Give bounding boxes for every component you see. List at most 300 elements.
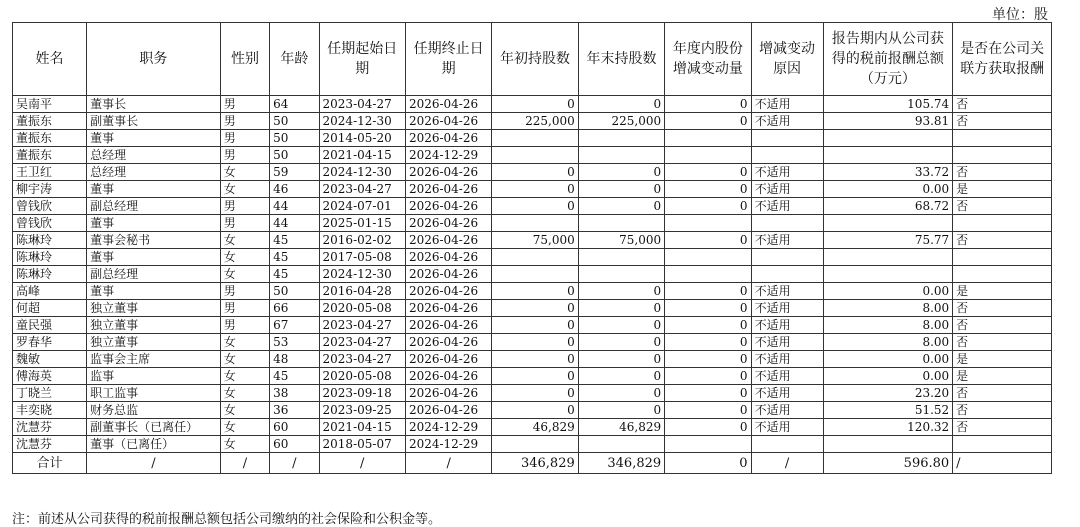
total-begin-shares: 346,829 — [492, 453, 578, 474]
cell-end-shares: 0 — [578, 402, 664, 419]
cell-start-date: 2023-04-27 — [319, 351, 405, 368]
cell-pretax-pay — [823, 147, 953, 164]
cell-start-date: 2023-09-18 — [319, 385, 405, 402]
total-gender: / — [220, 453, 269, 474]
cell-begin-shares: 0 — [492, 198, 578, 215]
cell-gender: 女 — [220, 436, 269, 453]
cell-begin-shares — [492, 147, 578, 164]
cell-gender: 男 — [220, 147, 269, 164]
cell-gender: 男 — [220, 198, 269, 215]
cell-change-reason: 不适用 — [751, 368, 823, 385]
cell-change-reason: 不适用 — [751, 317, 823, 334]
cell-related-pay: 否 — [953, 232, 1052, 249]
cell-start-date: 2018-05-07 — [319, 436, 405, 453]
cell-name: 魏敏 — [13, 351, 87, 368]
cell-change-reason: 不适用 — [751, 232, 823, 249]
cell-gender: 女 — [220, 181, 269, 198]
cell-pretax-pay — [823, 130, 953, 147]
cell-title: 董事会秘书 — [87, 232, 221, 249]
cell-age: 46 — [270, 181, 319, 198]
cell-start-date: 2016-04-28 — [319, 283, 405, 300]
cell-end-shares: 0 — [578, 385, 664, 402]
cell-pretax-pay: 0.00 — [823, 181, 953, 198]
cell-end-shares: 0 — [578, 351, 664, 368]
cell-name: 董振东 — [13, 130, 87, 147]
table-row — [13, 385, 1052, 402]
cell-begin-shares: 0 — [492, 96, 578, 113]
cell-gender: 女 — [220, 232, 269, 249]
cell-share-change: 0 — [665, 317, 751, 334]
table-row — [13, 164, 1052, 181]
cell-change-reason — [751, 249, 823, 266]
cell-title: 财务总监 — [87, 402, 221, 419]
cell-share-change: 0 — [665, 334, 751, 351]
cell-begin-shares: 225,000 — [492, 113, 578, 130]
cell-pretax-pay: 0.00 — [823, 283, 953, 300]
cell-title: 副总经理 — [87, 198, 221, 215]
cell-related-pay: 否 — [953, 300, 1052, 317]
cell-name: 曾钱欣 — [13, 198, 87, 215]
header-name: 姓名 — [13, 23, 87, 96]
cell-change-reason: 不适用 — [751, 300, 823, 317]
cell-age: 36 — [270, 402, 319, 419]
cell-start-date: 2024-12-30 — [319, 266, 405, 283]
cell-end-date: 2026-04-26 — [405, 232, 491, 249]
header-age: 年龄 — [270, 23, 319, 96]
header-change-reason: 增减变动原因 — [751, 23, 823, 96]
cell-title: 董事 — [87, 283, 221, 300]
cell-begin-shares — [492, 249, 578, 266]
cell-gender: 男 — [220, 317, 269, 334]
total-reason: / — [751, 453, 823, 474]
cell-end-shares — [578, 215, 664, 232]
cell-gender: 女 — [220, 164, 269, 181]
cell-end-shares: 75,000 — [578, 232, 664, 249]
total-end: / — [405, 453, 491, 474]
cell-age: 50 — [270, 130, 319, 147]
header-gender: 性别 — [220, 23, 269, 96]
cell-age: 44 — [270, 215, 319, 232]
cell-related-pay: 否 — [953, 334, 1052, 351]
cell-start-date: 2020-05-08 — [319, 300, 405, 317]
table-row — [13, 130, 1052, 147]
cell-gender: 男 — [220, 283, 269, 300]
table-footer — [13, 453, 1052, 474]
cell-pretax-pay: 93.81 — [823, 113, 953, 130]
cell-gender: 女 — [220, 249, 269, 266]
cell-start-date: 2023-09-25 — [319, 402, 405, 419]
cell-related-pay: 是 — [953, 181, 1052, 198]
cell-end-shares: 46,829 — [578, 419, 664, 436]
cell-pretax-pay: 8.00 — [823, 317, 953, 334]
cell-change-reason — [751, 130, 823, 147]
cell-pretax-pay — [823, 215, 953, 232]
total-start: / — [319, 453, 405, 474]
total-end-shares: 346,829 — [578, 453, 664, 474]
cell-name: 陈琳玲 — [13, 232, 87, 249]
cell-gender: 女 — [220, 351, 269, 368]
cell-related-pay: 是 — [953, 283, 1052, 300]
cell-name: 丰奕晓 — [13, 402, 87, 419]
table-row — [13, 419, 1052, 436]
cell-end-date: 2024-12-29 — [405, 436, 491, 453]
cell-end-shares: 0 — [578, 334, 664, 351]
cell-pretax-pay — [823, 249, 953, 266]
cell-share-change — [665, 130, 751, 147]
cell-end-shares — [578, 249, 664, 266]
cell-start-date: 2024-12-30 — [319, 113, 405, 130]
cell-title: 职工监事 — [87, 385, 221, 402]
total-row — [13, 453, 1052, 474]
header-share-change: 年度内股份增减变动量 — [665, 23, 751, 96]
cell-start-date: 2023-04-27 — [319, 181, 405, 198]
cell-end-date: 2026-04-26 — [405, 164, 491, 181]
cell-change-reason — [751, 215, 823, 232]
cell-share-change — [665, 147, 751, 164]
cell-begin-shares: 0 — [492, 317, 578, 334]
cell-name: 傅海英 — [13, 368, 87, 385]
cell-end-shares: 0 — [578, 164, 664, 181]
cell-name: 曾钱欣 — [13, 215, 87, 232]
cell-end-shares: 0 — [578, 317, 664, 334]
cell-end-date: 2026-04-26 — [405, 198, 491, 215]
cell-end-date: 2026-04-26 — [405, 283, 491, 300]
cell-age: 64 — [270, 96, 319, 113]
cell-end-date: 2026-04-26 — [405, 385, 491, 402]
cell-share-change — [665, 215, 751, 232]
cell-end-shares: 0 — [578, 283, 664, 300]
cell-pretax-pay: 33.72 — [823, 164, 953, 181]
table-row — [13, 198, 1052, 215]
cell-title: 监事会主席 — [87, 351, 221, 368]
cell-start-date: 2025-01-15 — [319, 215, 405, 232]
table-row — [13, 181, 1052, 198]
cell-begin-shares — [492, 130, 578, 147]
table-row — [13, 113, 1052, 130]
cell-end-date: 2026-04-26 — [405, 351, 491, 368]
cell-end-date: 2026-04-26 — [405, 317, 491, 334]
cell-share-change: 0 — [665, 385, 751, 402]
cell-end-date: 2026-04-26 — [405, 266, 491, 283]
cell-start-date: 2024-12-30 — [319, 164, 405, 181]
cell-name: 陈琳玲 — [13, 249, 87, 266]
cell-begin-shares: 75,000 — [492, 232, 578, 249]
cell-pretax-pay: 68.72 — [823, 198, 953, 215]
header-begin-shares: 年初持股数 — [492, 23, 578, 96]
table-row — [13, 317, 1052, 334]
table-row — [13, 300, 1052, 317]
total-age: / — [270, 453, 319, 474]
cell-related-pay: 否 — [953, 96, 1052, 113]
cell-title: 董事 — [87, 130, 221, 147]
cell-share-change: 0 — [665, 402, 751, 419]
cell-end-date: 2026-04-26 — [405, 300, 491, 317]
cell-title: 独立董事 — [87, 334, 221, 351]
cell-related-pay: 否 — [953, 317, 1052, 334]
cell-change-reason: 不适用 — [751, 181, 823, 198]
cell-share-change: 0 — [665, 368, 751, 385]
cell-share-change: 0 — [665, 300, 751, 317]
cell-age: 53 — [270, 334, 319, 351]
cell-gender: 女 — [220, 419, 269, 436]
cell-title: 副总经理 — [87, 266, 221, 283]
cell-title: 总经理 — [87, 164, 221, 181]
cell-gender: 女 — [220, 385, 269, 402]
header-title: 职务 — [87, 23, 221, 96]
table-row — [13, 249, 1052, 266]
cell-age: 50 — [270, 113, 319, 130]
cell-name: 沈慧芬 — [13, 419, 87, 436]
cell-change-reason — [751, 266, 823, 283]
total-change: 0 — [665, 453, 751, 474]
cell-age: 45 — [270, 368, 319, 385]
cell-age: 45 — [270, 249, 319, 266]
cell-name: 童民强 — [13, 317, 87, 334]
cell-pretax-pay: 8.00 — [823, 300, 953, 317]
cell-change-reason: 不适用 — [751, 113, 823, 130]
cell-begin-shares — [492, 215, 578, 232]
cell-gender: 女 — [220, 402, 269, 419]
cell-change-reason: 不适用 — [751, 402, 823, 419]
cell-share-change — [665, 436, 751, 453]
cell-gender: 女 — [220, 266, 269, 283]
cell-share-change: 0 — [665, 164, 751, 181]
total-pay: 596.80 — [823, 453, 953, 474]
cell-change-reason — [751, 147, 823, 164]
cell-start-date: 2023-04-27 — [319, 334, 405, 351]
cell-title: 董事 — [87, 249, 221, 266]
table-row — [13, 351, 1052, 368]
cell-age: 60 — [270, 419, 319, 436]
table-row — [13, 266, 1052, 283]
cell-related-pay: 否 — [953, 385, 1052, 402]
cell-share-change: 0 — [665, 181, 751, 198]
cell-name: 陈琳玲 — [13, 266, 87, 283]
cell-name: 董振东 — [13, 147, 87, 164]
footnote: 注：前述从公司获得的税前报酬总额包括公司缴纳的社会保险和公积金等。 — [12, 512, 442, 527]
cell-begin-shares: 46,829 — [492, 419, 578, 436]
cell-share-change: 0 — [665, 96, 751, 113]
cell-end-shares: 0 — [578, 181, 664, 198]
cell-title: 独立董事 — [87, 300, 221, 317]
cell-share-change: 0 — [665, 419, 751, 436]
cell-related-pay: 否 — [953, 113, 1052, 130]
cell-pretax-pay: 23.20 — [823, 385, 953, 402]
cell-end-shares — [578, 147, 664, 164]
cell-start-date: 2017-05-08 — [319, 249, 405, 266]
cell-share-change — [665, 249, 751, 266]
cell-related-pay: 是 — [953, 368, 1052, 385]
cell-age: 48 — [270, 351, 319, 368]
cell-name: 董振东 — [13, 113, 87, 130]
cell-title: 董事 — [87, 181, 221, 198]
table-row — [13, 215, 1052, 232]
cell-age: 67 — [270, 317, 319, 334]
cell-gender: 女 — [220, 334, 269, 351]
cell-pretax-pay: 75.77 — [823, 232, 953, 249]
cell-title: 总经理 — [87, 147, 221, 164]
cell-start-date: 2016-02-02 — [319, 232, 405, 249]
cell-end-date: 2026-04-26 — [405, 181, 491, 198]
cell-age: 50 — [270, 147, 319, 164]
cell-change-reason: 不适用 — [751, 351, 823, 368]
cell-end-date: 2026-04-26 — [405, 368, 491, 385]
cell-share-change: 0 — [665, 113, 751, 130]
cell-gender: 男 — [220, 130, 269, 147]
cell-pretax-pay: 120.32 — [823, 419, 953, 436]
cell-end-date: 2026-04-26 — [405, 96, 491, 113]
cell-end-date: 2026-04-26 — [405, 113, 491, 130]
cell-start-date: 2014-05-20 — [319, 130, 405, 147]
cell-start-date: 2020-05-08 — [319, 368, 405, 385]
cell-name: 何超 — [13, 300, 87, 317]
cell-related-pay — [953, 147, 1052, 164]
cell-change-reason: 不适用 — [751, 198, 823, 215]
cell-title: 董事 — [87, 215, 221, 232]
cell-begin-shares: 0 — [492, 164, 578, 181]
total-title: / — [87, 453, 221, 474]
cell-share-change: 0 — [665, 351, 751, 368]
cell-end-shares: 0 — [578, 198, 664, 215]
table-body — [13, 96, 1052, 453]
cell-begin-shares: 0 — [492, 283, 578, 300]
cell-age: 59 — [270, 164, 319, 181]
cell-gender: 男 — [220, 96, 269, 113]
cell-name: 罗春华 — [13, 334, 87, 351]
cell-age: 44 — [270, 198, 319, 215]
cell-pretax-pay — [823, 266, 953, 283]
table-row — [13, 283, 1052, 300]
cell-share-change: 0 — [665, 232, 751, 249]
cell-change-reason: 不适用 — [751, 164, 823, 181]
cell-start-date: 2023-04-27 — [319, 96, 405, 113]
cell-pretax-pay: 51.52 — [823, 402, 953, 419]
cell-title: 独立董事 — [87, 317, 221, 334]
cell-share-change — [665, 266, 751, 283]
cell-share-change: 0 — [665, 283, 751, 300]
cell-gender: 女 — [220, 368, 269, 385]
cell-name: 沈慧芬 — [13, 436, 87, 453]
cell-title: 董事（已离任） — [87, 436, 221, 453]
unit-label: 单位：股 — [992, 7, 1048, 23]
cell-end-date: 2026-04-26 — [405, 402, 491, 419]
cell-begin-shares: 0 — [492, 351, 578, 368]
cell-change-reason: 不适用 — [751, 283, 823, 300]
cell-title: 董事长 — [87, 96, 221, 113]
header-related-pay: 是否在公司关联方获取报酬 — [953, 23, 1052, 96]
cell-end-date: 2026-04-26 — [405, 130, 491, 147]
cell-related-pay: 否 — [953, 198, 1052, 215]
cell-related-pay — [953, 215, 1052, 232]
cell-begin-shares — [492, 436, 578, 453]
cell-end-shares: 0 — [578, 300, 664, 317]
total-related: / — [953, 453, 1052, 474]
cell-related-pay: 是 — [953, 351, 1052, 368]
cell-pretax-pay: 8.00 — [823, 334, 953, 351]
cell-title: 副董事长（已离任） — [87, 419, 221, 436]
cell-name: 丁晓兰 — [13, 385, 87, 402]
cell-end-date: 2026-04-26 — [405, 334, 491, 351]
table-row — [13, 96, 1052, 113]
cell-related-pay — [953, 266, 1052, 283]
cell-change-reason — [751, 436, 823, 453]
cell-change-reason: 不适用 — [751, 385, 823, 402]
cell-end-shares — [578, 266, 664, 283]
table-row — [13, 147, 1052, 164]
table-row — [13, 436, 1052, 453]
header-end-shares: 年末持股数 — [578, 23, 664, 96]
cell-end-shares — [578, 130, 664, 147]
executive-table — [12, 22, 1052, 474]
cell-age: 60 — [270, 436, 319, 453]
cell-begin-shares: 0 — [492, 300, 578, 317]
cell-pretax-pay: 105.74 — [823, 96, 953, 113]
cell-gender: 男 — [220, 215, 269, 232]
cell-gender: 男 — [220, 300, 269, 317]
cell-begin-shares: 0 — [492, 402, 578, 419]
header-pretax-pay: 报告期内从公司获得的税前报酬总额（万元） — [823, 23, 953, 96]
total-label: 合计 — [13, 453, 87, 474]
header-end-date: 任期终止日期 — [405, 23, 491, 96]
cell-change-reason: 不适用 — [751, 419, 823, 436]
cell-pretax-pay — [823, 436, 953, 453]
cell-name: 吴南平 — [13, 96, 87, 113]
cell-age: 50 — [270, 283, 319, 300]
table-row — [13, 368, 1052, 385]
cell-gender: 男 — [220, 113, 269, 130]
cell-age: 45 — [270, 232, 319, 249]
header-start-date: 任期起始日期 — [319, 23, 405, 96]
cell-name: 高峰 — [13, 283, 87, 300]
cell-related-pay: 否 — [953, 164, 1052, 181]
table-header — [13, 23, 1052, 96]
cell-end-date: 2024-12-29 — [405, 419, 491, 436]
cell-end-date: 2026-04-26 — [405, 249, 491, 266]
cell-end-date: 2024-12-29 — [405, 147, 491, 164]
cell-name: 柳宇涛 — [13, 181, 87, 198]
cell-related-pay: 否 — [953, 402, 1052, 419]
cell-change-reason: 不适用 — [751, 334, 823, 351]
cell-title: 副董事长 — [87, 113, 221, 130]
cell-begin-shares: 0 — [492, 334, 578, 351]
cell-end-shares — [578, 436, 664, 453]
cell-age: 66 — [270, 300, 319, 317]
cell-pretax-pay: 0.00 — [823, 368, 953, 385]
cell-start-date: 2021-04-15 — [319, 147, 405, 164]
table-row — [13, 232, 1052, 249]
cell-start-date: 2021-04-15 — [319, 419, 405, 436]
cell-related-pay — [953, 130, 1052, 147]
cell-change-reason: 不适用 — [751, 96, 823, 113]
cell-related-pay — [953, 436, 1052, 453]
cell-start-date: 2024-07-01 — [319, 198, 405, 215]
cell-related-pay — [953, 249, 1052, 266]
cell-end-shares: 0 — [578, 96, 664, 113]
cell-title: 监事 — [87, 368, 221, 385]
cell-name: 王卫红 — [13, 164, 87, 181]
cell-begin-shares: 0 — [492, 181, 578, 198]
cell-begin-shares: 0 — [492, 385, 578, 402]
table-row — [13, 402, 1052, 419]
cell-related-pay: 否 — [953, 419, 1052, 436]
table-row — [13, 334, 1052, 351]
cell-begin-shares: 0 — [492, 368, 578, 385]
cell-begin-shares — [492, 266, 578, 283]
cell-age: 45 — [270, 266, 319, 283]
cell-end-shares: 225,000 — [578, 113, 664, 130]
cell-share-change: 0 — [665, 198, 751, 215]
cell-start-date: 2023-04-27 — [319, 317, 405, 334]
